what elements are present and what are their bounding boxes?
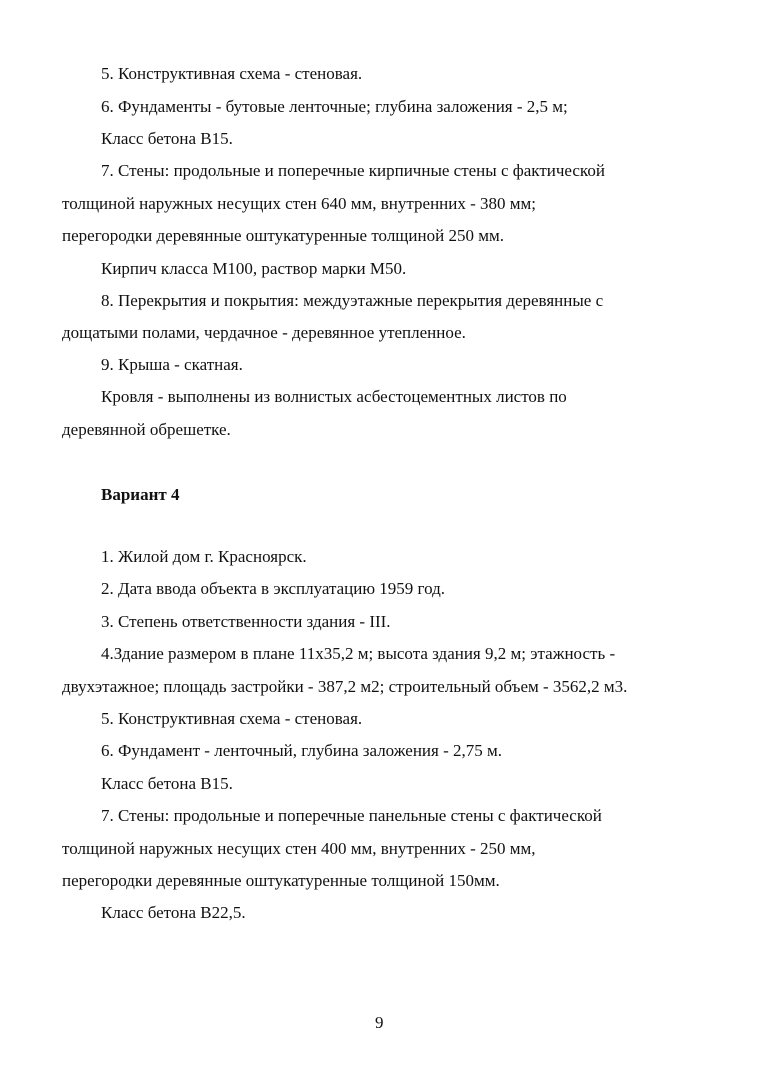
- structural-scheme-line: 5. Конструктивная схема - стеновая.: [101, 64, 363, 83]
- variant-heading: Вариант 4: [101, 485, 180, 504]
- brick-class-line: Кирпич класса М100, раствор марки М50.: [101, 259, 407, 278]
- responsibility-level-line: 3. Степень ответственности здания - III.: [101, 612, 391, 631]
- walls-line-b-3: перегородки деревянные оштукатуренные толщиной 150мм.: [62, 871, 500, 890]
- dimensions-line-1: 4.Здание размером в плане 11х35,2 м; высота здания 9,2 м; этажность -: [101, 644, 616, 663]
- foundation-line-b: 6. Фундамент - ленточный, глубина заложения - 2,75 м.: [101, 741, 503, 760]
- floors-line-2: дощатыми полами, чердачное - деревянное утепленное.: [62, 323, 466, 342]
- concrete-class-line-b-2: Класс бетона В22,5.: [101, 903, 246, 922]
- concrete-class-line: Класс бетона В15.: [101, 129, 233, 148]
- walls-line-3: перегородки деревянные оштукатуренные толщиной 250 мм.: [62, 226, 504, 245]
- walls-line-b-2: толщиной наружных несущих стен 400 мм, внутренних - 250 мм,: [62, 839, 536, 858]
- walls-line-2: толщиной наружных несущих стен 640 мм, внутренних - 380 мм;: [62, 194, 537, 213]
- building-location-line: 1. Жилой дом г. Красноярск.: [101, 547, 307, 566]
- commissioning-date-line: 2. Дата ввода объекта в эксплуатацию 1959 год.: [101, 579, 446, 598]
- roofing-line-1: Кровля - выполнены из волнистых асбестоцементных листов по: [101, 387, 567, 406]
- concrete-class-line-b: Класс бетона В15.: [101, 774, 233, 793]
- roof-type-line: 9. Крыша - скатная.: [101, 355, 243, 374]
- page-number: 9: [375, 1013, 384, 1032]
- floors-line-1: 8. Перекрытия и покрытия: междуэтажные перекрытия деревянные с: [101, 291, 604, 310]
- foundations-line: 6. Фундаменты - бутовые ленточные; глубина заложения - 2,5 м;: [101, 97, 568, 116]
- dimensions-line-2: двухэтажное; площадь застройки - 387,2 м2; строительный объем - 3562,2 м3.: [62, 677, 628, 696]
- walls-line-b-1: 7. Стены: продольные и поперечные панельные стены с фактической: [101, 806, 602, 825]
- walls-line-1: 7. Стены: продольные и поперечные кирпичные стены с фактической: [101, 161, 605, 180]
- roofing-line-2: деревянной обрешетке.: [62, 420, 231, 439]
- structural-scheme-line-b: 5. Конструктивная схема - стеновая.: [101, 709, 363, 728]
